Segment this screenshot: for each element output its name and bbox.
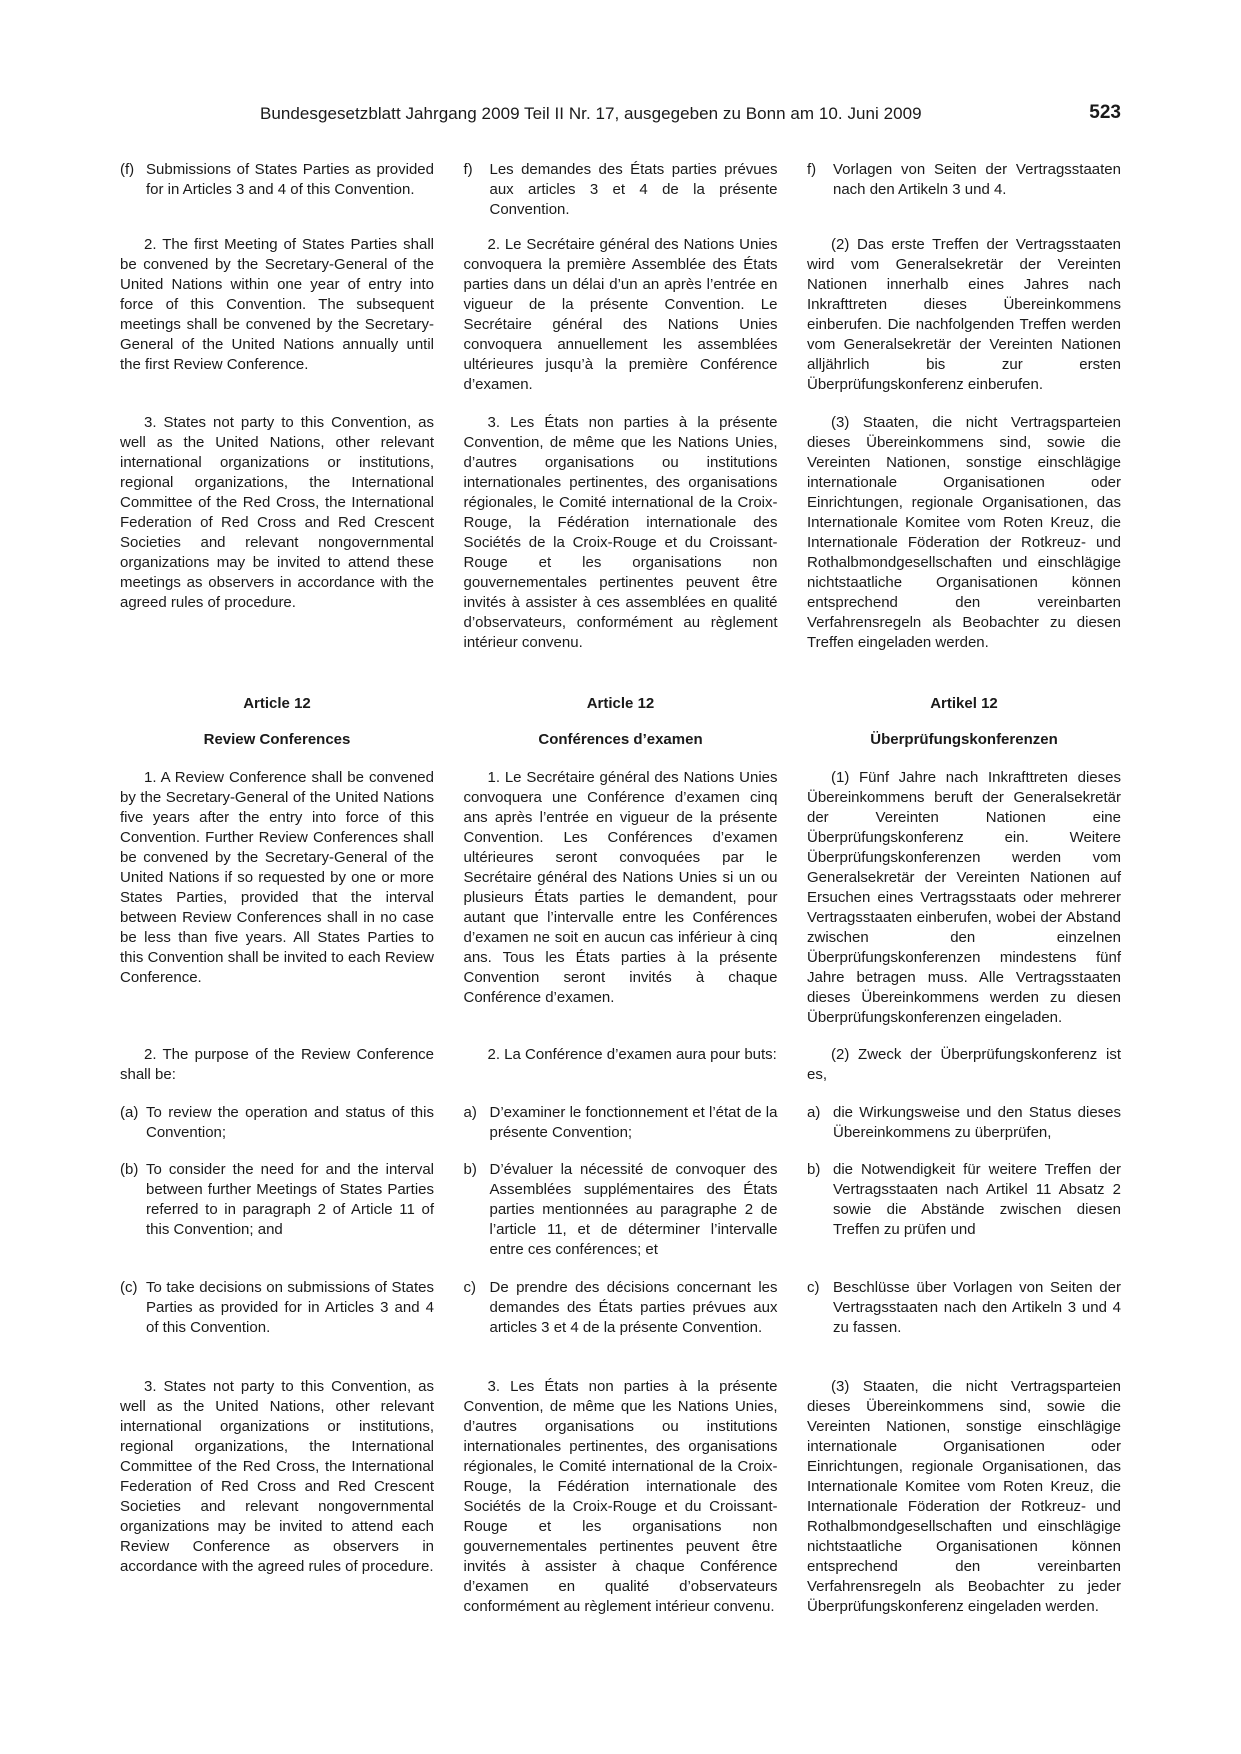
list-item	[807, 1278, 1121, 1338]
item-label: b)	[807, 1161, 821, 1178]
item-text: To review the operation and status of this Convention;	[146, 1104, 434, 1141]
article-subtitle-en: Review Conferences	[203, 731, 351, 748]
paragraph-fr: 3. Les États non parties à la présente Convention, de même que les Nations Unies, d’autres organisations ou institutions internationales pertinentes, des organisations régionales, le Comité international de la Croix-Rouge, la Fédération internationale des Sociétés de la Croix-Rouge et du Croissant-Rouge et les organisations non gouvernementales pertinentes peuvent être invités à assister à chaque Conférence d’examen en qualité d’observateurs conformément au règlement intérieur convenu.	[463, 1378, 778, 1615]
item-label: (c)	[120, 1279, 138, 1296]
list-item	[120, 160, 434, 200]
item-text: Vorlagen von Seiten der Vertragsstaaten nach den Artikeln 3 und 4.	[833, 161, 1121, 198]
item-text: De prendre des décisions concernant les demandes des États parties prévues aux articles 3 et 4 de la présente Convention.	[489, 1279, 778, 1336]
list-item	[120, 1278, 434, 1338]
paragraph-en: 2. The purpose of the Review Conference shall be:	[120, 1046, 434, 1083]
paragraph-fr: 3. Les États non parties à la présente Convention, de même que les Nations Unies, d’autres organisations ou institutions internationales pertinentes, des organisations régionales, le Comité international de la Croix-Rouge, la Fédération internationale des Sociétés de la Croix-Rouge et du Croissant-Rouge et les organisations non gouvernementales pertinentes peuvent être invités à assister à ces assemblées en qualité d’observateurs, conformément au règlement intérieur convenu.	[463, 414, 778, 651]
article-title-en: Article 12	[243, 695, 311, 712]
item-label: (f)	[120, 161, 135, 178]
item-label: a)	[463, 1104, 477, 1121]
section-item-a	[120, 1103, 1121, 1143]
section-item-c	[120, 1278, 1121, 1338]
list-item	[464, 1103, 778, 1143]
list-item	[464, 160, 778, 220]
article-title-fr: Article 12	[586, 695, 655, 712]
item-text: D’examiner le fonctionnement et l’état de la présente Convention;	[489, 1104, 778, 1141]
item-text: Submissions of States Parties as provided for in Articles 3 and 4 of this Convention.	[146, 161, 434, 198]
item-label: a)	[807, 1104, 821, 1121]
paragraph-fr: 2. La Conférence d’examen aura pour buts:	[487, 1046, 777, 1063]
item-text: To consider the need for and the interval between further Meetings of States Parties referred to in paragraph 2 of Article 11 of this Convention; and	[146, 1161, 434, 1238]
page-header	[120, 104, 1121, 130]
article-paragraph-3	[120, 1377, 1121, 1617]
list-item	[807, 1160, 1121, 1240]
list-item	[120, 1103, 434, 1143]
header-title: Bundesgesetzblatt Jahrgang 2009 Teil II Nr. 17, ausgegeben zu Bonn am 10. Juni 2009	[260, 104, 922, 123]
item-label: f)	[807, 161, 817, 178]
paragraph-de: (3) Staaten, die nicht Vertragsparteien dieses Übereinkommens sind, sowie die Vereinten Nationen, sonstige einschlägige internationale Organisationen oder Einrichtungen, regionale Organisationen, das Internationale Komitee vom Roten Kreuz, die Internationale Föderation der Rotkreuz- und Rothalbmondgesellschaften und einschlägige nichtstaatliche Organisationen können entsprechend den vereinbarten Verfahrensregeln als Beobachter zu jeder Überprüfungskonferenz eingeladen werden.	[807, 1378, 1121, 1615]
page-number: 523	[1089, 102, 1121, 123]
section-paragraph-2	[120, 235, 1121, 395]
paragraph-fr: 2. Le Secrétaire général des Nations Unies convoquera la première Assemblée des États parties dans un délai d’un an après l’entrée en vigueur de la présente Convention. Le Secrétaire général des Nations Unies convoquera annuellement les assemblées ultérieures jusqu’à la première Conférence d’examen.	[463, 236, 778, 393]
list-item	[807, 1103, 1121, 1143]
paragraph-de: (3) Staaten, die nicht Vertragsparteien dieses Übereinkommens sind, sowie die Vereinten Nationen, sonstige einschlägige internationale Organisationen oder Einrichtungen, regionale Organisationen, das Internationale Komitee vom Roten Kreuz, die Internationale Föderation der Rotkreuz- und Rothalbmondgesellschaften und einschlägige nichtstaatliche Organisationen können entsprechend den vereinbarten Verfahrensregeln als Beobachter zu diesen Treffen eingeladen werden.	[807, 414, 1121, 651]
item-label: (b)	[120, 1161, 139, 1178]
paragraph-de: (2) Das erste Treffen der Vertragsstaaten wird vom Generalsekretär der Vereinten Nationen innerhalb eines Jahres nach Inkrafttreten dieses Übereinkommens einberufen. Die nachfolgenden Treffen werden vom Generalsekretär der Vereinten Nationen alljährlich bis zur ersten Überprüfungskonferenz einberufen.	[807, 236, 1121, 393]
item-label: f)	[463, 161, 473, 178]
article-title-de: Artikel 12	[930, 695, 998, 712]
item-text: D’évaluer la nécessité de convoquer des Assemblées supplémentaires des États parties mentionnées au paragraphe 2 de l’article 11, et de déterminer l’intervalle entre ces conférences; et	[489, 1161, 778, 1258]
item-label: (a)	[120, 1104, 139, 1121]
list-item	[464, 1160, 778, 1260]
section-item-f	[120, 160, 1121, 220]
section-paragraph-3	[120, 413, 1121, 653]
paragraph-en: 3. States not party to this Convention, as well as the United Nations, other relevant international organizations or institutions, regional organizations, the International Committee of the Red Cross, the International Federation of Red Cross and Red Crescent Societies and relevant nongovernmental organizations may be invited to attend these meetings as observers in accordance with the agreed rules of procedure.	[120, 414, 434, 611]
list-item	[807, 160, 1121, 200]
item-text: Beschlüsse über Vorlagen von Seiten der Vertragsstaaten nach den Artikeln 3 und 4 zu fassen.	[833, 1279, 1121, 1336]
item-text: die Wirkungsweise und den Status dieses Übereinkommens zu überprüfen,	[833, 1104, 1121, 1141]
article-paragraph-1	[120, 768, 1121, 1028]
column-de	[807, 160, 1121, 220]
list-item	[464, 1278, 778, 1338]
item-text: die Notwendigkeit für weitere Treffen der Vertragsstaaten nach Artikel 11 Absatz 2 sowie die Abstände zwischen diesen Treffen zu prüfen und	[833, 1161, 1121, 1238]
article-paragraph-2	[120, 1045, 1121, 1085]
article-subtitle-fr: Conférences d’examen	[538, 731, 703, 748]
item-text: To take decisions on submissions of States Parties as provided for in Articles 3 and 4 of this Convention.	[146, 1279, 434, 1336]
paragraph-de: (2) Zweck der Überprüfungskonferenz ist es,	[807, 1046, 1121, 1083]
article-subtitle-de: Überprüfungskonferenzen	[870, 731, 1058, 748]
paragraph-en: 3. States not party to this Convention, as well as the United Nations, other relevant international organizations or institutions, regional organizations, the International Committee of the Red Cross, the International Federation of Red Cross and Red Crescent Societies and relevant nongovernmental organizations may be invited to attend each Review Conference as observers in accordance with the agreed rules of procedure.	[120, 1378, 434, 1575]
column-en	[120, 160, 434, 220]
paragraph-fr: 1. Le Secrétaire général des Nations Unies convoquera une Conférence d’examen cinq ans après l’entrée en vigueur de la présente Convention. Les Conférences d’examen ultérieures seront convoquées par le Secrétaire général des Nations Unies si un ou plusieurs États parties le demandent, pour autant que l’intervalle entre les Conférences d’examen ne soit en aucun cas inférieur à cinq ans. Tous les États parties à la présente Convention seront invités à chaque Conférence d’examen.	[463, 769, 778, 1006]
paragraph-de: (1) Fünf Jahre nach Inkrafttreten dieses Übereinkommens beruft der Generalsekretär der Vereinten Nationen eine Überprüfungskonferenz ein. Weitere Überprüfungskonferenzen werden vom Generalsekretär der Vereinten Nationen auf Ersuchen eines Vertragsstaats oder mehrerer Vertragsstaaten einberufen, wobei der Abstand zwischen den einzelnen Überprüfungskonferenzen mindestens fünf Jahre betragen muss. Alle Vertragsstaaten dieses Übereinkommens werden zu diesen Überprüfungskonferenzen eingeladen.	[807, 769, 1121, 1026]
article-heading	[120, 694, 1121, 750]
section-item-b	[120, 1160, 1121, 1260]
column-fr	[464, 160, 778, 220]
paragraph-en: 1. A Review Conference shall be convened by the Secretary-General of the United Nations five years after the entry into force of this Convention. Further Review Conferences shall be convened by the Secretary-General of the United Nations if so requested by one or more States Parties, provided that the interval between Review Conferences shall in no case be less than five years. All States Parties to this Convention shall be invited to each Review Conference.	[120, 769, 434, 986]
list-item	[120, 1160, 434, 1240]
item-text: Les demandes des États parties prévues aux articles 3 et 4 de la présente Convention.	[489, 161, 778, 218]
item-label: c)	[807, 1279, 820, 1296]
item-label: b)	[463, 1161, 477, 1178]
item-label: c)	[463, 1279, 476, 1296]
paragraph-en: 2. The first Meeting of States Parties shall be convened by the Secretary-General of the United Nations within one year of entry into force of this Convention. The subsequent meetings shall be convened by the Secretary-General of the United Nations annually until the first Review Conference.	[120, 236, 434, 373]
